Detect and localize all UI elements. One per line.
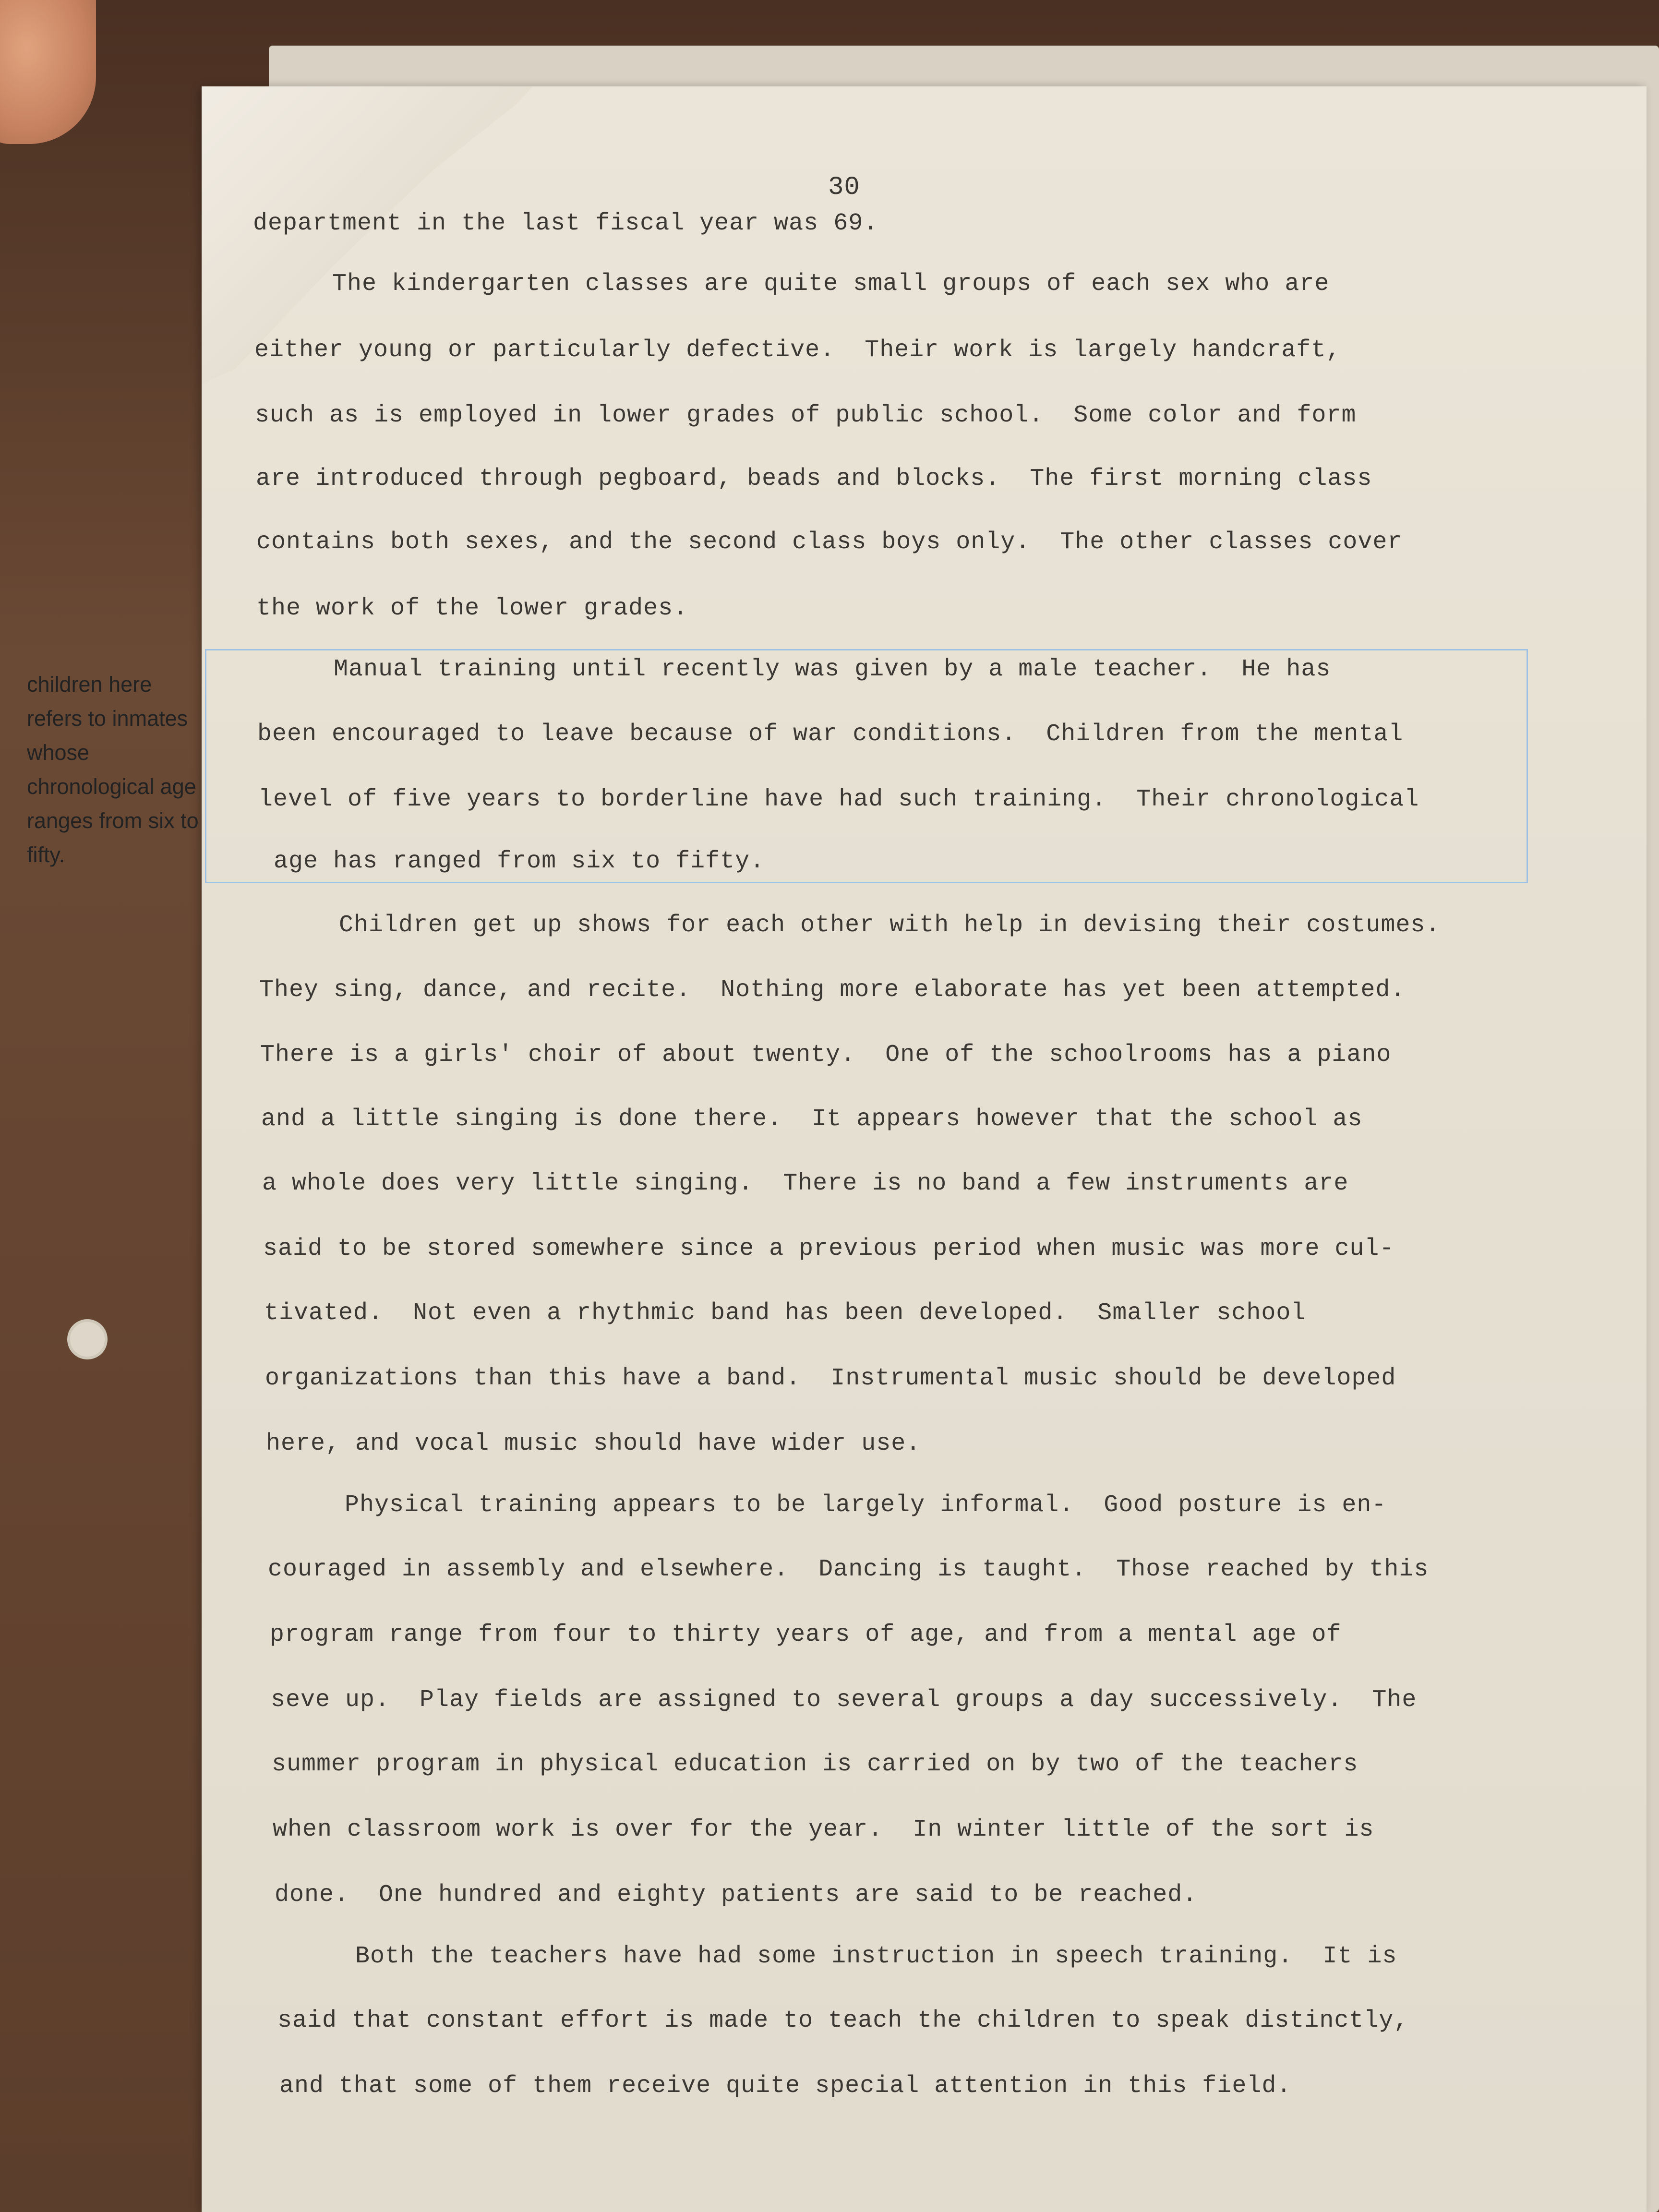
text-line: couraged in assembly and elsewhere. Dancing is taught. Those reached by this bbox=[268, 1556, 1429, 1583]
text-line: contains both sexes, and the second class boys only. The other classes cover bbox=[256, 529, 1403, 556]
text-line: Children get up shows for each other with help in devising their costumes. bbox=[339, 912, 1441, 939]
text-line: the work of the lower grades. bbox=[256, 595, 688, 622]
text-line: summer program in physical education is carried on by two of the teachers bbox=[272, 1751, 1358, 1778]
text-line: There is a girls' choir of about twenty. One of the schoolrooms has a piano bbox=[260, 1041, 1392, 1069]
text-line: been encouraged to leave because of war conditions. Children from the mental bbox=[257, 721, 1404, 748]
text-line: The kindergarten classes are quite small groups of each sex who are bbox=[332, 270, 1330, 298]
text-line: Manual training until recently was given by a male teacher. He has bbox=[334, 656, 1331, 683]
text-line: here, and vocal music should have wider use. bbox=[266, 1430, 921, 1457]
text-line: program range from four to thirty years of age, and from a mental age of bbox=[270, 1621, 1342, 1648]
text-line: age has ranged from six to fifty. bbox=[274, 848, 765, 875]
text-line: are introduced through pegboard, beads and blocks. The first morning class bbox=[256, 465, 1372, 493]
text-line: a whole does very little singing. There is no band a few instruments are bbox=[262, 1170, 1349, 1197]
text-line: seve up. Play fields are assigned to several groups a day successively. The bbox=[271, 1686, 1417, 1714]
text-line: Both the teachers have had some instruction in speech training. It is bbox=[355, 1943, 1397, 1970]
text-line: said to be stored somewhere since a previous period when music was more cul- bbox=[263, 1235, 1395, 1262]
text-line: and that some of them receive quite special attention in this field. bbox=[279, 2072, 1292, 2100]
text-line: level of five years to borderline have had such training. Their chronological bbox=[258, 786, 1419, 813]
text-line: such as is employed in lower grades of public school. Some color and form bbox=[255, 402, 1357, 429]
text-line: tivated. Not even a rhythmic band has been developed. Smaller school bbox=[264, 1299, 1306, 1327]
text-line: organizations than this have a band. Instrumental music should be developed bbox=[265, 1365, 1396, 1392]
text-line: and a little singing is done there. It appears however that the school as bbox=[261, 1106, 1363, 1133]
text-line: Physical training appears to be largely informal. Good posture is en- bbox=[345, 1491, 1387, 1519]
text-line: said that constant effort is made to teach the children to speak distinctly, bbox=[277, 2007, 1409, 2034]
text-line: They sing, dance, and recite. Nothing more elaborate has yet been attempted. bbox=[259, 976, 1406, 1004]
text-line: either young or particularly defective. Their work is largely handcraft, bbox=[254, 337, 1341, 364]
text-line: done. One hundred and eighty patients are said to be reached. bbox=[275, 1881, 1198, 1909]
annotation-note: children here refers to inmates whose chronological age ranges from six to fifty. bbox=[27, 672, 199, 867]
page-number: 30 bbox=[828, 173, 860, 202]
highlight-box[interactable] bbox=[205, 649, 1528, 883]
text-line: department in the last fiscal year was 69. bbox=[253, 210, 878, 237]
text-line: when classroom work is over for the year. In winter little of the sort is bbox=[273, 1816, 1374, 1843]
